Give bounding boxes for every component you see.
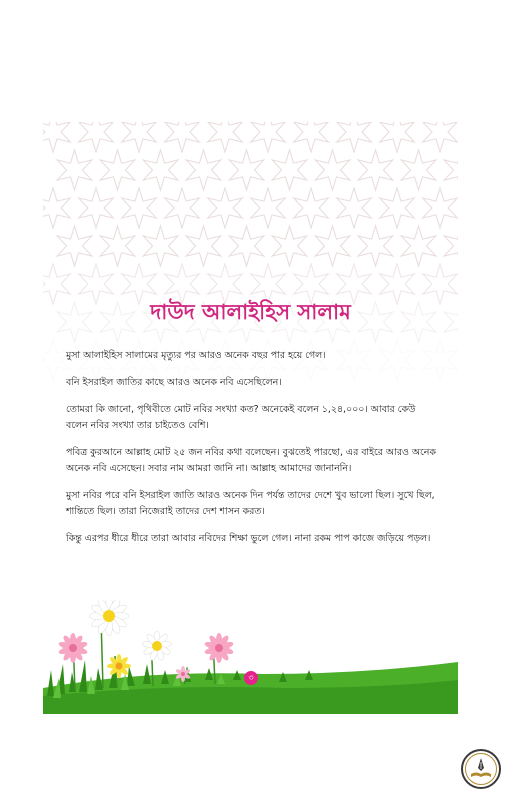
paragraph-2: বনি ইসরাইল জাতির কাছে আরও অনেক নবি এসেছিলেন। <box>66 377 282 388</box>
star-outline <box>272 226 307 266</box>
flower-meadow-illustration <box>43 600 458 714</box>
star-outline <box>43 188 70 228</box>
paragraph-5: মুসা নবির পরে বনি ইসরাইল জাতি আরও অনেক দিন পর্যন্ত তাদের দেশে খুব ভালো ছিল। সুখে ছিল, শান্তিতে ছিল। তারা নিজেরাই তাদের দেশ শাসন করত। <box>66 490 435 517</box>
book-pen-logo-icon <box>460 748 502 790</box>
star-outline <box>186 226 221 266</box>
star-outline <box>229 150 264 190</box>
star-outline <box>315 150 350 190</box>
paragraph-3: তোমরা কি জানো, পৃথিবীতে মোট নবির সংখ্যা কত? অনেকেই বলেন ১,২৪,০০০। আবার কেউ বলেন নবির সংখ্যা তার চাইতেও বেশি। <box>66 404 416 431</box>
star-outline <box>165 188 200 228</box>
book-page <box>43 122 458 714</box>
paragraph-6: কিন্তু এরপর ধীরে ধীরে তারা আবার নবিদের শিক্ষা ভুলে গেল। নানা রকম পাপ কাজে জড়িয়ে পড়ল। <box>66 533 431 544</box>
page-title: দাউদ আলাইহিস সালাম <box>150 300 351 324</box>
star-outline <box>143 150 178 190</box>
star-outline <box>423 122 458 152</box>
star-outline <box>294 188 329 228</box>
star-outline <box>401 226 436 266</box>
star-outline <box>79 122 114 152</box>
star-outline <box>143 226 178 266</box>
star-outline <box>79 188 114 228</box>
star-outline <box>337 122 372 152</box>
star-outline <box>186 150 221 190</box>
star-outline <box>57 226 92 266</box>
star-outline <box>208 188 243 228</box>
star-outline <box>100 226 135 266</box>
page-number-badge: ৩ <box>244 671 258 685</box>
star-outline <box>229 226 264 266</box>
star-outline <box>444 226 458 266</box>
page-body <box>66 348 436 558</box>
star-outline <box>423 188 458 228</box>
star-outline <box>251 122 286 152</box>
star-outline <box>380 188 415 228</box>
star-outline <box>122 188 157 228</box>
paragraph-4: পবিত্র কুরআনে আল্লাহ মোট ২৫ জন নবির কথা বলেছেন। বুঝতেই পারছো, এর বাইরে আরও অনেক অনেক নবি এসেছেন। সবার নাম আমরা জানি না। আল্লাহ আমাদের জানাননি। <box>66 447 436 474</box>
star-outline <box>401 150 436 190</box>
star-outline <box>122 122 157 152</box>
star-outline <box>100 150 135 190</box>
star-outline <box>444 150 458 190</box>
star-outline <box>208 122 243 152</box>
star-outline <box>358 226 393 266</box>
star-outline <box>165 122 200 152</box>
paragraph-1: মুসা আলাইহিস সালামের মৃত্যুর পর আরও অনেক বছর পার হয়ে গেল। <box>66 350 326 361</box>
star-outline <box>57 150 92 190</box>
star-outline <box>43 122 70 152</box>
star-outline <box>380 122 415 152</box>
star-outline <box>337 188 372 228</box>
star-outline <box>272 150 307 190</box>
star-outline <box>251 188 286 228</box>
star-outline <box>294 122 329 152</box>
star-outline <box>315 226 350 266</box>
star-outline <box>358 150 393 190</box>
